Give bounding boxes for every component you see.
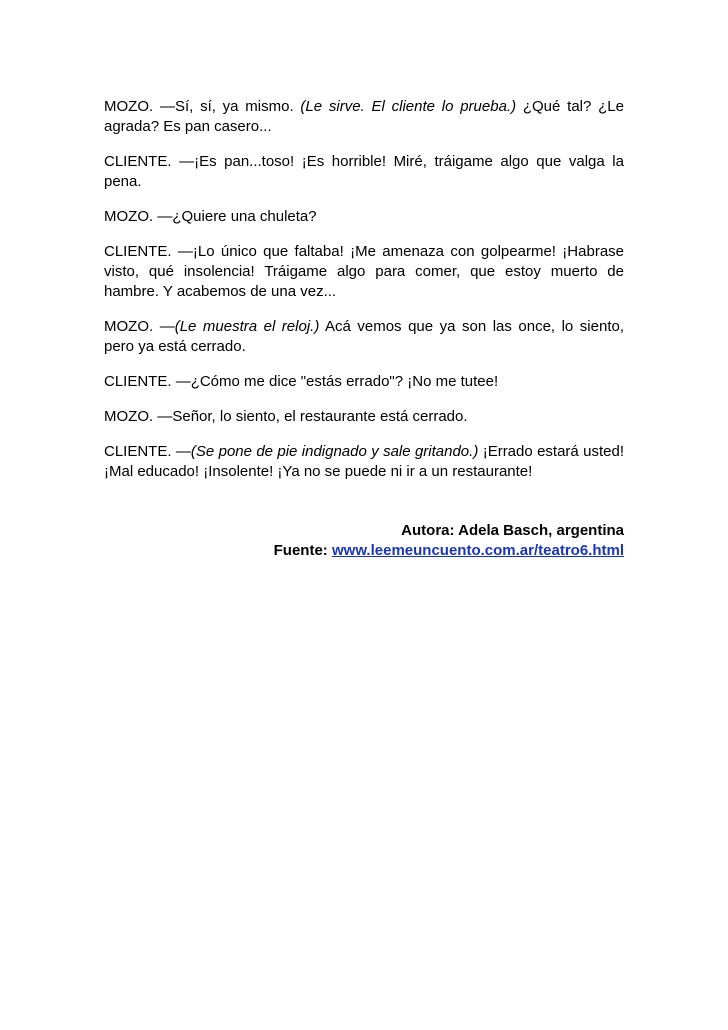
line-text: Acá vemos que ya son las once, lo siento, pero ya está cerrado. — [104, 318, 624, 355]
source-label: Fuente: — [273, 542, 328, 559]
speaker-mozo: MOZO. — [104, 318, 154, 335]
em-dash: — — [159, 318, 175, 335]
em-dash: — — [179, 153, 195, 170]
speaker-cliente: CLIENTE. — [104, 373, 172, 390]
dialogue-line-2 — [104, 152, 624, 192]
speaker-mozo: MOZO. — [104, 98, 154, 115]
speaker-mozo: MOZO. — [104, 408, 154, 425]
dialogue-line-3 — [104, 207, 624, 227]
speaker-cliente: CLIENTE. — [104, 153, 172, 170]
document-page — [104, 97, 624, 561]
dialogue-line-7 — [104, 407, 624, 427]
em-dash: — — [159, 98, 175, 115]
line-text: Señor, lo siento, el restaurante está cerrado. — [172, 408, 468, 425]
line-text: ¿Qué tal? ¿Le agrada? Es pan casero... — [104, 98, 624, 135]
source-link[interactable]: www.leemeuncuento.com.ar/teatro6.html — [331, 542, 624, 559]
line-text: ¡Es pan...toso! ¡Es horrible! Miré, tráigame algo que valga la pena. — [104, 153, 624, 190]
source-line — [104, 541, 624, 561]
dialogue-line-5 — [104, 317, 624, 357]
speaker-cliente: CLIENTE. — [104, 243, 172, 260]
dialogue-line-1 — [104, 97, 624, 137]
dialogue-line-8 — [104, 442, 624, 482]
dialogue-line-4 — [104, 242, 624, 302]
speaker-mozo: MOZO. — [104, 208, 154, 225]
line-text: ¡Lo único que faltaba! ¡Me amenaza con golpearme! ¡Habrase visto, qué insolencia! Tráigame algo para comer, que estoy muerto de hambre. Y acabemos de una vez... — [104, 243, 625, 300]
author-line: Autora: Adela Basch, argentina — [401, 522, 624, 539]
credits-block — [104, 521, 624, 561]
line-text: ¿Quiere una chuleta? — [172, 208, 317, 225]
line-text: ¿Cómo me dice "estás errado"? ¡No me tutee! — [190, 373, 499, 390]
line-text: Sí, sí, ya mismo. — [174, 98, 301, 115]
stage-direction: (Le muestra el reloj.) — [174, 318, 320, 335]
stage-direction: (Le sirve. El cliente lo prueba.) — [300, 98, 517, 115]
dialogue-line-6 — [104, 372, 624, 392]
stage-direction: (Se pone de pie indignado y sale gritando.) — [190, 443, 479, 460]
em-dash: — — [177, 243, 193, 260]
em-dash: — — [157, 208, 173, 225]
em-dash: — — [157, 408, 173, 425]
line-text: ¡Errado estará usted! ¡Mal educado! ¡Insolente! ¡Ya no se puede ni ir a un restaurante! — [104, 443, 624, 480]
speaker-cliente: CLIENTE. — [104, 443, 172, 460]
em-dash: — — [175, 443, 191, 460]
em-dash: — — [175, 373, 191, 390]
